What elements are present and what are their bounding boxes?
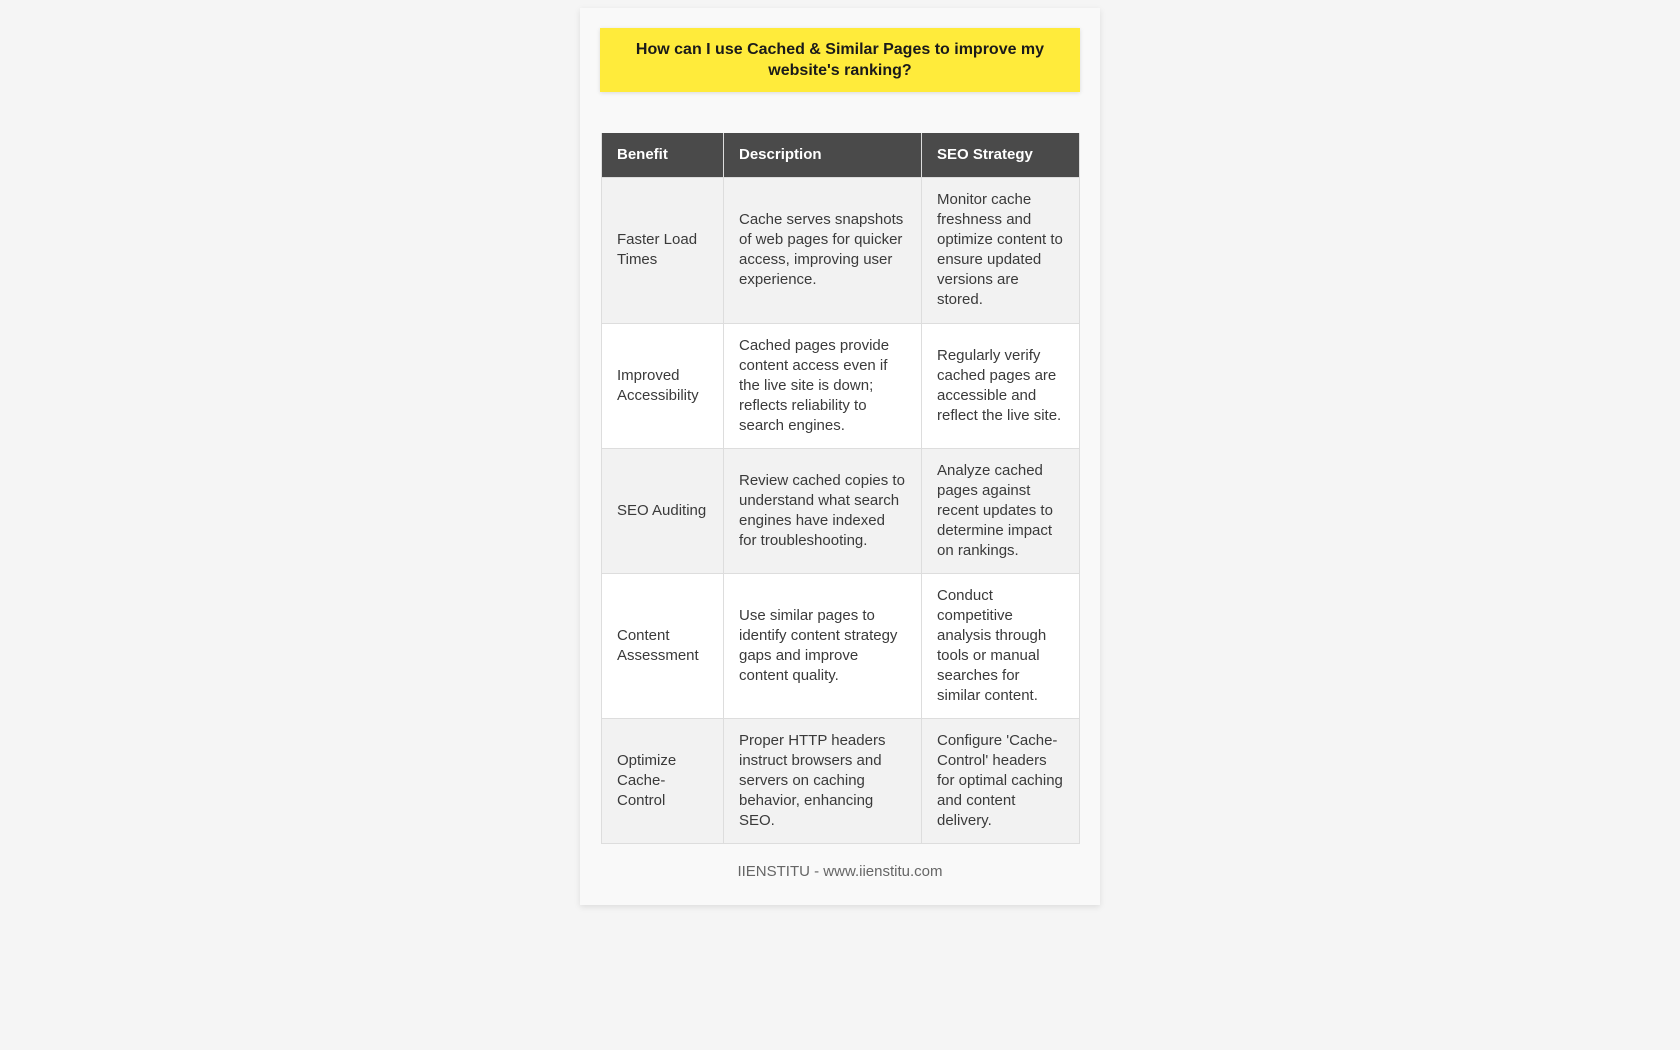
footer-credit: IIENSTITU - www.iienstitu.com <box>737 863 943 880</box>
table-row <box>602 323 1080 448</box>
cell-benefit: SEO Auditing <box>602 448 724 573</box>
table-row <box>602 448 1080 573</box>
column-header-benefit: Benefit <box>602 133 724 177</box>
cell-strategy: Analyze cached pages against recent updates to determine impact on rankings. <box>922 448 1080 573</box>
cell-benefit: Content Assessment <box>602 573 724 718</box>
cell-description: Review cached copies to understand what search engines have indexed for troubleshooting. <box>724 448 922 573</box>
page-title: How can I use Cached & Similar Pages to improve my website's ranking? <box>635 41 1045 79</box>
column-header-description: Description <box>724 133 922 177</box>
table-row <box>602 718 1080 843</box>
table-row <box>602 573 1080 718</box>
table-header-row <box>602 133 1080 177</box>
benefits-table <box>601 133 1080 844</box>
cell-strategy: Monitor cache freshness and optimize content to ensure updated versions are stored. <box>922 177 1080 323</box>
title-banner <box>600 28 1080 92</box>
column-header-seo-strategy: SEO Strategy <box>922 133 1080 177</box>
cell-description: Use similar pages to identify content strategy gaps and improve content quality. <box>724 573 922 718</box>
cell-strategy: Configure 'Cache-Control' headers for optimal caching and content delivery. <box>922 718 1080 843</box>
cell-strategy: Conduct competitive analysis through tools or manual searches for similar content. <box>922 573 1080 718</box>
cell-benefit: Optimize Cache-Control <box>602 718 724 843</box>
table-row <box>602 177 1080 323</box>
cell-benefit: Improved Accessibility <box>602 323 724 448</box>
cell-description: Cached pages provide content access even if the live site is down; reflects reliability to search engines. <box>724 323 922 448</box>
cell-description: Cache serves snapshots of web pages for quicker access, improving user experience. <box>724 177 922 323</box>
cell-benefit: Faster Load Times <box>602 177 724 323</box>
cell-strategy: Regularly verify cached pages are accessible and reflect the live site. <box>922 323 1080 448</box>
cell-description: Proper HTTP headers instruct browsers and servers on caching behavior, enhancing SEO. <box>724 718 922 843</box>
content-card <box>580 8 1100 905</box>
